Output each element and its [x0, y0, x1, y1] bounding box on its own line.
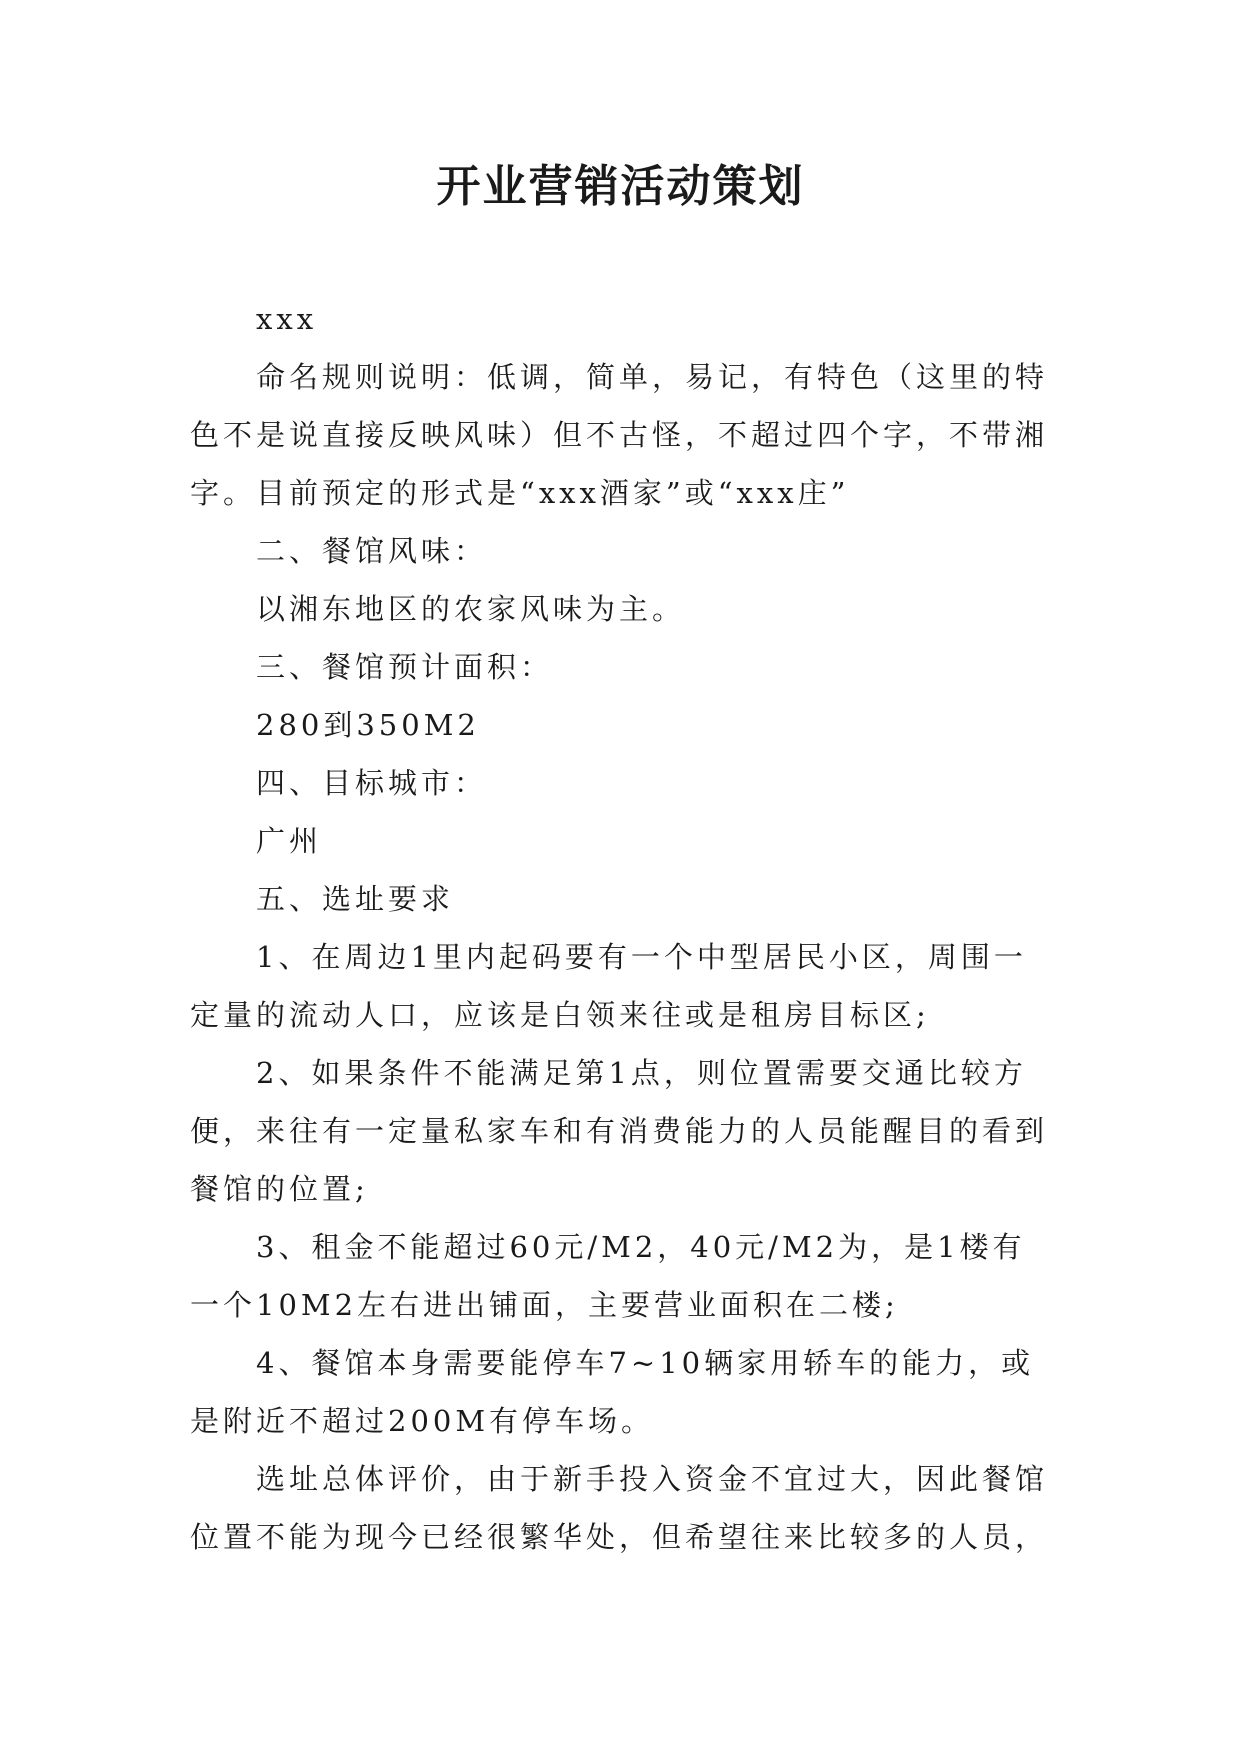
paragraph-naming-rules: 命名规则说明：低调，简单，易记，有特色（这里的特色不是说直接反映风味）但不古怪，不超过四个字，不带湘字。目前预定的形式是“xxx酒家”或“xxx庄” [190, 360, 1049, 510]
heading-restaurant-flavor: 二、餐馆风味： [256, 534, 488, 568]
heading-restaurant-area: 三、餐馆预计面积： [256, 650, 554, 684]
paragraph-flavor: 以湘东地区的农家风味为主。 [256, 592, 686, 626]
heading-site-requirements: 五、选址要求 [256, 882, 455, 916]
requirement-item-1: 1、在周边1里内起码要有一个中型居民小区，周围一定量的流动人口，应该是白领来往或是租房目标区; [190, 940, 1027, 1032]
paragraph-city: 广州 [256, 824, 323, 858]
paragraph-site-evaluation: 选址总体评价，由于新手投入资金不宜过大，因此餐馆位置不能为现今已经很繁华处，但希望往来比较多的人员， [190, 1462, 1049, 1554]
document-title: 开业营销活动策划 [436, 161, 805, 212]
requirement-item-4: 4、餐馆本身需要能停车7~10辆家用轿车的能力，或是附近不超过200M有停车场。 [190, 1346, 1035, 1438]
requirement-item-3: 3、租金不能超过60元/M2，40元/M2为，是1楼有一个10M2左右进出铺面，主要营业面积在二楼; [190, 1230, 1026, 1322]
heading-target-city: 四、目标城市： [256, 766, 488, 800]
paragraph-area: 280到350M2 [256, 708, 480, 742]
document-body [190, 290, 1058, 1566]
paragraph-name-placeholder: xxx [256, 302, 318, 336]
requirement-item-2: 2、如果条件不能满足第1点，则位置需要交通比较方便，来往有一定量私家车和有消费能力的人员能醒目的看到餐馆的位置; [190, 1056, 1049, 1206]
